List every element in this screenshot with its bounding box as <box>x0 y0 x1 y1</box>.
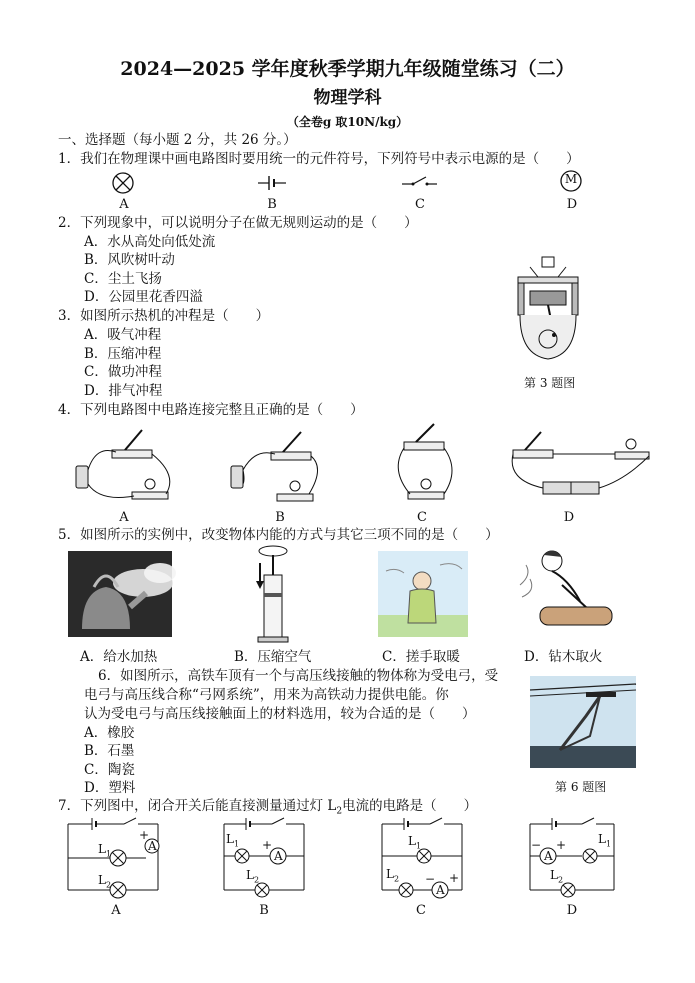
q7c-minus: − <box>425 872 436 886</box>
q7b-l1-label: $L_1$ <box>226 832 240 849</box>
subject-title: 物理学科 <box>313 88 382 108</box>
q2-option-d[interactable]: D．公园里花香四溢 <box>84 289 203 305</box>
q7b-l2-label: $L_2$ <box>246 868 260 885</box>
q4-circuit-c <box>390 420 470 510</box>
q7a-plus: + <box>139 828 150 842</box>
q1-option-d[interactable]: D <box>566 197 578 212</box>
q7a-ammeter-label: A <box>148 839 157 853</box>
q6-stem-line3: 认为受电弓与高压线接触面上的材料选用，较为合适的是（ ） <box>84 706 476 722</box>
q4-circuit-d <box>505 420 655 510</box>
q1-option-c[interactable]: C <box>415 197 425 212</box>
q5-stem: 5．如图所示的实例中，改变物体内能的方式与其它三项不同的是（ ） <box>58 527 499 543</box>
q7c-l2-label: $L_2$ <box>386 867 400 884</box>
q7c-ammeter-label: A <box>436 883 445 897</box>
q5-kettle-photo <box>68 551 172 637</box>
q1-lamp-symbol <box>110 170 136 196</box>
q3-caption: 第 3 题图 <box>524 376 576 390</box>
q1-switch-symbol <box>402 174 438 190</box>
q5-air-compression-cylinder <box>250 545 296 645</box>
exam-title: 2024—2025 学年度秋季学期九年级随堂练习（二） <box>120 58 575 80</box>
q7b-ammeter-label: A <box>274 849 283 863</box>
q5-option-b[interactable]: B．压缩空气 <box>234 649 312 665</box>
q6-option-d[interactable]: D．塑料 <box>84 780 136 796</box>
q6-option-c[interactable]: C．陶瓷 <box>84 762 135 778</box>
q7-option-a[interactable]: A <box>111 903 121 918</box>
q7d-l1-label: $L_1$ <box>598 832 612 849</box>
q5-drilling-wood-fire-cartoon <box>512 545 618 639</box>
q5-rubbing-hands-cartoon <box>378 551 468 637</box>
q4-stem: 4．下列电路图中电路连接完整且正确的是（ ） <box>58 402 364 418</box>
q7a-l1-label: $L_1$ <box>98 842 112 859</box>
q4-option-b[interactable]: B <box>275 510 285 525</box>
q4-option-c[interactable]: C <box>417 510 427 525</box>
q5-option-c[interactable]: C．搓手取暖 <box>382 649 460 665</box>
q7d-plus: + <box>556 838 567 852</box>
q7c-plus: + <box>449 871 460 885</box>
q4-option-d[interactable]: D <box>563 510 575 525</box>
q3-option-d[interactable]: D．排气冲程 <box>84 383 163 399</box>
q5-option-a[interactable]: A．给水加热 <box>80 649 158 665</box>
q7-circuit-a <box>66 818 166 904</box>
q2-option-c[interactable]: C．尘土飞扬 <box>84 271 162 287</box>
section-heading: 一、选择题（每小题 2 分，共 26 分。） <box>58 132 297 148</box>
gravity-note: （全卷g 取10N/kg） <box>286 115 409 129</box>
q2-option-a[interactable]: A．水从高处向低处流 <box>84 234 216 250</box>
q2-option-b[interactable]: B．风吹树叶动 <box>84 252 175 268</box>
q1-battery-symbol <box>258 175 288 191</box>
q3-option-b[interactable]: B．压缩冲程 <box>84 346 162 362</box>
q5-option-d[interactable]: D．钻木取火 <box>524 649 603 665</box>
q3-option-c[interactable]: C．做功冲程 <box>84 364 162 380</box>
q4-circuit-b <box>225 420 335 510</box>
q7-option-c[interactable]: C <box>416 903 426 918</box>
q7-circuit-d <box>528 818 618 904</box>
q7-stem-subscript: 2 <box>336 806 343 817</box>
q6-option-a[interactable]: A．橡胶 <box>84 725 135 741</box>
q7-circuit-b <box>222 818 308 904</box>
q1-option-b[interactable]: B <box>267 197 277 212</box>
q6-stem-line2: 电弓与高压线合称“弓网系统”，用来为高铁动力提供电能。你 <box>84 687 449 703</box>
q7-stem-part2: 电流的电路是（ ） <box>342 798 478 814</box>
q3-option-a[interactable]: A．吸气冲程 <box>84 327 162 343</box>
q7d-l2-label: $L_2$ <box>550 868 564 885</box>
q3-engine-diagram <box>508 255 588 365</box>
q1-option-a[interactable]: A <box>119 197 129 212</box>
q7-stem-part1: 7．下列图中，闭合开关后能直接测量通过灯 L <box>58 798 337 814</box>
q6-pantograph-photo <box>530 676 636 768</box>
q4-circuit-a <box>70 420 180 510</box>
q1-motor-letter: M <box>564 172 578 186</box>
q7d-ammeter-label: A <box>544 849 553 863</box>
q7-option-d[interactable]: D <box>566 903 578 918</box>
q6-option-b[interactable]: B．石墨 <box>84 743 135 759</box>
q3-stem: 3．如图所示热机的冲程是（ ） <box>58 308 270 324</box>
q7b-plus: + <box>262 838 273 852</box>
q1-stem: 1．我们在物理课中画电路图时要用统一的元件符号，下列符号中表示电源的是（ ） <box>58 151 580 167</box>
q6-caption: 第 6 题图 <box>555 780 607 794</box>
q7-option-b[interactable]: B <box>259 903 269 918</box>
q2-stem: 2．下列现象中，可以说明分子在做无规则运动的是（ ） <box>58 215 418 231</box>
q7a-l2-label: $L_2$ <box>98 873 112 890</box>
q7c-l1-label: $L_1$ <box>408 834 422 851</box>
q7-circuit-c <box>380 818 466 904</box>
q7d-minus: − <box>531 838 542 852</box>
q6-stem-line1: 6．如图所示，高铁车顶有一个与高压线接触的物体称为受电弓，受 <box>98 668 499 684</box>
q4-option-a[interactable]: A <box>119 510 129 525</box>
